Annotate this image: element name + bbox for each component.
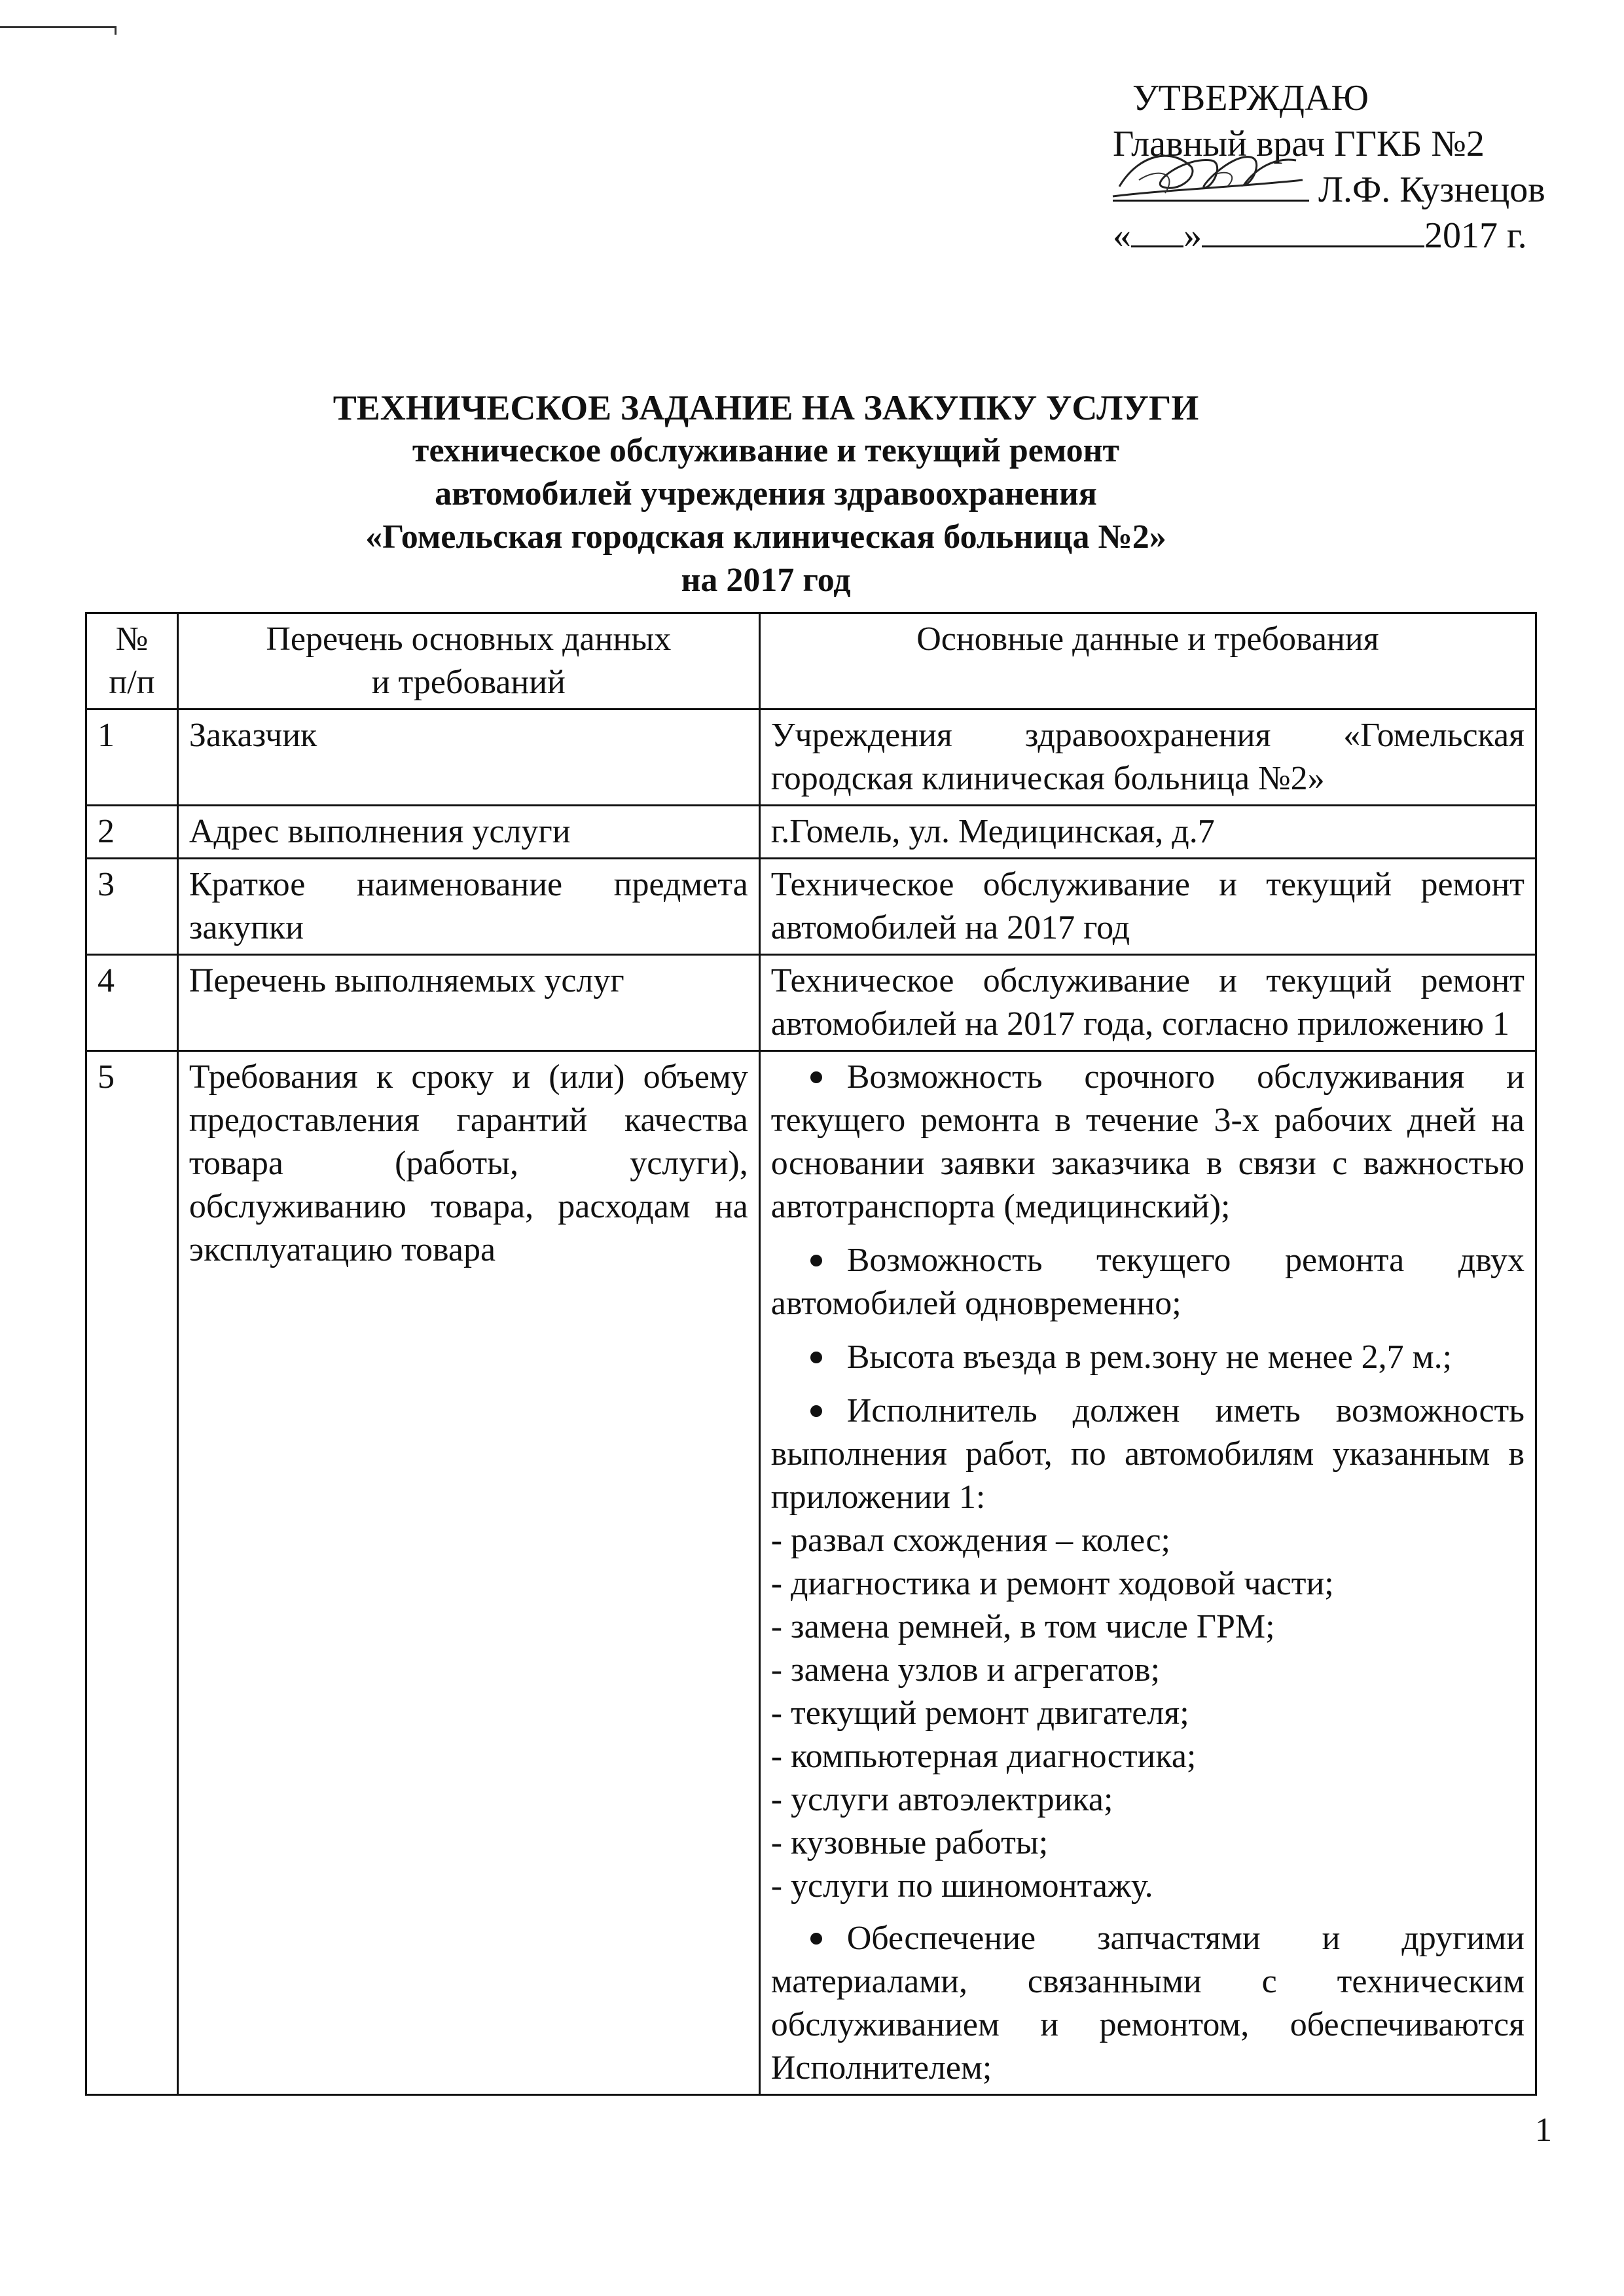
approval-date-line: « » 2017 г. xyxy=(1113,213,1571,259)
work-item: - замена узлов и агрегатов; xyxy=(770,1651,1161,1689)
approval-heading: УТВЕРЖДАЮ xyxy=(1132,78,1369,118)
work-item: - развал схождения – колес; xyxy=(770,1522,1170,1559)
document-title xyxy=(223,386,1309,602)
bullet-icon xyxy=(810,1352,822,1363)
work-item: - замена ремней, в том числе ГРМ; xyxy=(770,1608,1275,1645)
row-num: 1 xyxy=(86,709,178,806)
row-name: Требования к сроку и (или) объему предоставления гарантий качества товара (работы, услуги), обслуживанию товара, расходам на эксплуатацию товара xyxy=(177,1051,759,2095)
approval-signer: Л.Ф. Кузнецов xyxy=(1318,170,1545,210)
header-num: № п/п xyxy=(86,613,178,709)
work-item: - диагностика и ремонт ходовой части; xyxy=(770,1565,1334,1602)
handwritten-signature xyxy=(1100,141,1316,213)
list-item: Возможность текущего ремонта двух автомобилей одновременно; xyxy=(770,1242,1525,1322)
header-data: Основные данные и требования xyxy=(759,613,1536,709)
specification-table xyxy=(85,612,1537,2096)
row-name: Краткое наименование предмета закупки xyxy=(177,859,759,955)
signature-field xyxy=(1113,167,1309,202)
list-item: Обеспечение запчастями и другими материалами, связанными с техническим обслуживанием и ремонтом, обеспечиваются Исполнителем; xyxy=(770,1920,1525,2087)
approval-block xyxy=(1113,75,1571,259)
list-item: Возможность срочного обслуживания и текущего ремонта в течение 3-х рабочих дней на основании заявки заказчика в связи с важностью автотранспорта (медицинский); xyxy=(770,1058,1525,1225)
row-num: 2 xyxy=(86,806,178,859)
table-row xyxy=(86,709,1536,806)
work-item: - кузовные работы; xyxy=(770,1824,1049,1861)
row-value xyxy=(759,1051,1536,2095)
table-row xyxy=(86,859,1536,955)
work-item: - услуги по шиномонтажу. xyxy=(770,1867,1153,1905)
table-header-row xyxy=(86,613,1536,709)
table-row xyxy=(86,955,1536,1051)
row-name: Адрес выполнения услуги xyxy=(177,806,759,859)
row-name: Заказчик xyxy=(177,709,759,806)
work-item: - услуги автоэлектрика; xyxy=(770,1781,1113,1818)
work-item: - текущий ремонт двигателя; xyxy=(770,1695,1189,1732)
approval-position: Главный врач ГГКБ №2 xyxy=(1113,124,1485,164)
approval-signature-line xyxy=(1113,167,1571,213)
list-item: Высота въезда в рем.зону не менее 2,7 м.; xyxy=(771,1336,1525,1379)
row-num: 4 xyxy=(86,955,178,1051)
row-value: г.Гомель, ул. Медицинская, д.7 xyxy=(759,806,1536,859)
row-value: Техническое обслуживание и текущий ремонт автомобилей на 2017 года, согласно приложению 1 xyxy=(759,955,1536,1051)
bullet-icon xyxy=(810,1405,822,1417)
list-item: Исполнитель должен иметь возможность выполнения работ, по автомобилям указанным в приложении 1: xyxy=(770,1392,1525,1516)
title-line-5: на 2017 год xyxy=(681,562,851,599)
title-line-4: «Гомельская городская клиническая больница №2» xyxy=(365,518,1166,556)
title-line-1: ТЕХНИЧЕСКОЕ ЗАДАНИЕ НА ЗАКУПКУ УСЛУГИ xyxy=(333,388,1199,427)
bullet-icon xyxy=(810,1933,822,1945)
scan-corner-mark xyxy=(0,26,117,35)
bullet-icon xyxy=(810,1255,822,1266)
row-num: 3 xyxy=(86,859,178,955)
page-number: 1 xyxy=(1535,2111,1552,2149)
title-line-2: техническое обслуживание и текущий ремонт xyxy=(412,432,1120,469)
row-value: Техническое обслуживание и текущий ремонт автомобилей на 2017 год xyxy=(759,859,1536,955)
table-row xyxy=(86,806,1536,859)
date-day-blank xyxy=(1131,213,1183,247)
header-list: Перечень основных данных и требований xyxy=(177,613,759,709)
approval-year: 2017 г. xyxy=(1424,215,1527,256)
table-row xyxy=(86,1051,1536,2095)
date-month-blank xyxy=(1202,213,1424,247)
title-line-3: автомобилей учреждения здравоохранения xyxy=(435,475,1097,512)
work-item: - компьютерная диагностика; xyxy=(770,1738,1197,1775)
row-value: Учреждения здравоохранения «Гомельская городская клиническая больница №2» xyxy=(759,709,1536,806)
row-num: 5 xyxy=(86,1051,178,2095)
bullet-icon xyxy=(810,1071,822,1083)
row-name: Перечень выполняемых услуг xyxy=(177,955,759,1051)
